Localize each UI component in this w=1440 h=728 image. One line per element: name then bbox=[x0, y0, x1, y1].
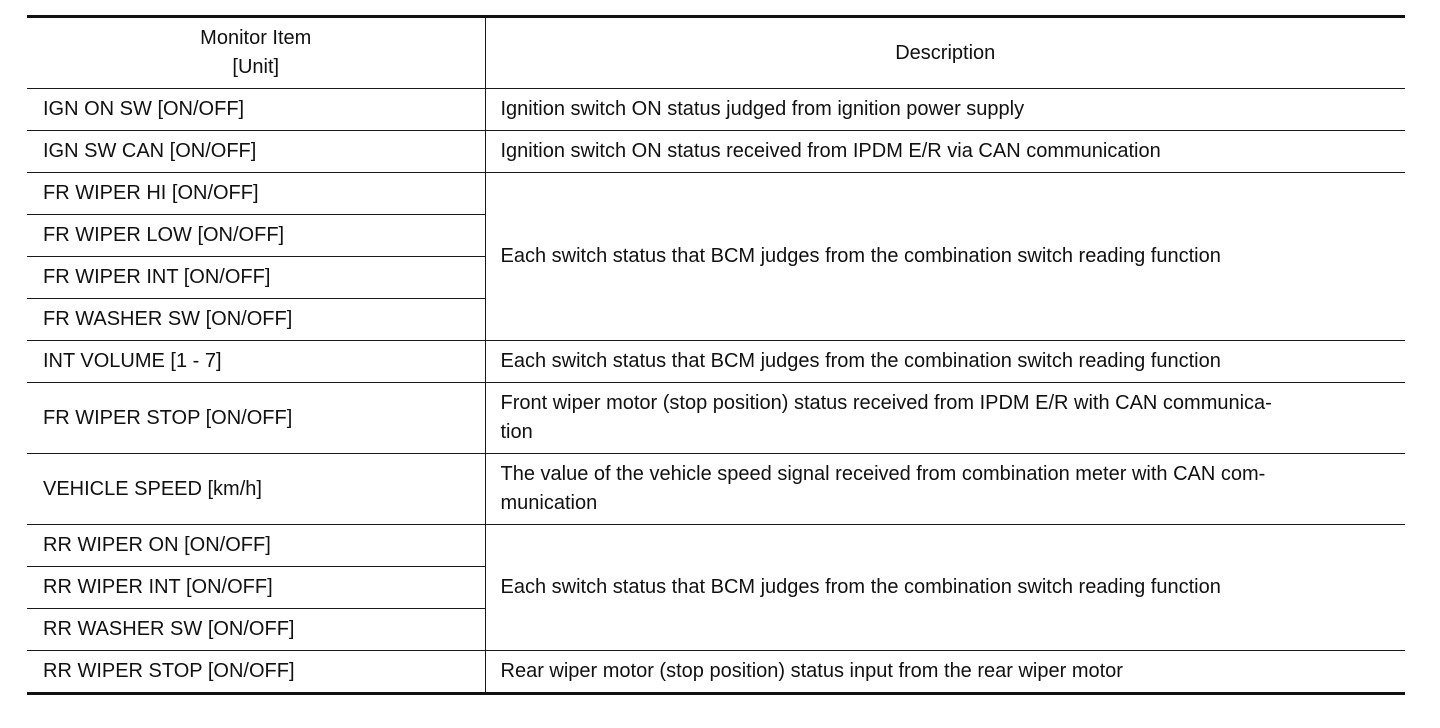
description-cell: Rear wiper motor (stop position) status input from the rear wiper motor bbox=[485, 651, 1405, 694]
monitor-item-cell: FR WIPER INT [ON/OFF] bbox=[27, 257, 485, 299]
monitor-item-cell: RR WASHER SW [ON/OFF] bbox=[27, 609, 485, 651]
monitor-item-cell: RR WIPER INT [ON/OFF] bbox=[27, 567, 485, 609]
monitor-item-cell: FR WIPER STOP [ON/OFF] bbox=[27, 383, 485, 454]
monitor-item-cell: RR WIPER STOP [ON/OFF] bbox=[27, 651, 485, 694]
monitor-item-cell: FR WASHER SW [ON/OFF] bbox=[27, 299, 485, 341]
description-line: Front wiper motor (stop position) status received from IPDM E/R with CAN communica- bbox=[500, 392, 1272, 414]
description-cell: Ignition switch ON status judged from ignition power supply bbox=[485, 89, 1405, 131]
description-cell bbox=[485, 454, 1405, 525]
header-monitor-item-label: Monitor Item bbox=[200, 27, 312, 49]
table-row bbox=[27, 651, 1405, 694]
table-row bbox=[27, 454, 1405, 525]
table-row bbox=[27, 131, 1405, 173]
monitor-item-cell: IGN SW CAN [ON/OFF] bbox=[27, 131, 485, 173]
description-cell: Ignition switch ON status received from IPDM E/R via CAN communication bbox=[485, 131, 1405, 173]
header-unit-label: [Unit] bbox=[232, 56, 280, 78]
description-cell-merged: Each switch status that BCM judges from the combination switch reading function bbox=[485, 173, 1405, 341]
table-row bbox=[27, 341, 1405, 383]
monitor-item-cell: FR WIPER HI [ON/OFF] bbox=[27, 173, 485, 215]
header-monitor-item bbox=[27, 17, 485, 89]
description-line: munication bbox=[500, 492, 598, 514]
table-row bbox=[27, 173, 1405, 215]
monitor-item-cell: RR WIPER ON [ON/OFF] bbox=[27, 525, 485, 567]
table-row bbox=[27, 89, 1405, 131]
description-line: The value of the vehicle speed signal received from combination meter with CAN com- bbox=[500, 463, 1266, 485]
description-cell: Each switch status that BCM judges from the combination switch reading function bbox=[485, 341, 1405, 383]
description-line: tion bbox=[500, 421, 533, 443]
monitor-item-cell: FR WIPER LOW [ON/OFF] bbox=[27, 215, 485, 257]
table-row bbox=[27, 525, 1405, 567]
table-row bbox=[27, 383, 1405, 454]
description-cell-merged: Each switch status that BCM judges from the combination switch reading function bbox=[485, 525, 1405, 651]
monitor-item-cell: INT VOLUME [1 - 7] bbox=[27, 341, 485, 383]
header-description: Description bbox=[485, 17, 1405, 89]
monitor-item-cell: VEHICLE SPEED [km/h] bbox=[27, 454, 485, 525]
table-header-row bbox=[27, 17, 1405, 89]
monitor-item-cell: IGN ON SW [ON/OFF] bbox=[27, 89, 485, 131]
monitor-item-table bbox=[27, 15, 1405, 695]
description-cell bbox=[485, 383, 1405, 454]
